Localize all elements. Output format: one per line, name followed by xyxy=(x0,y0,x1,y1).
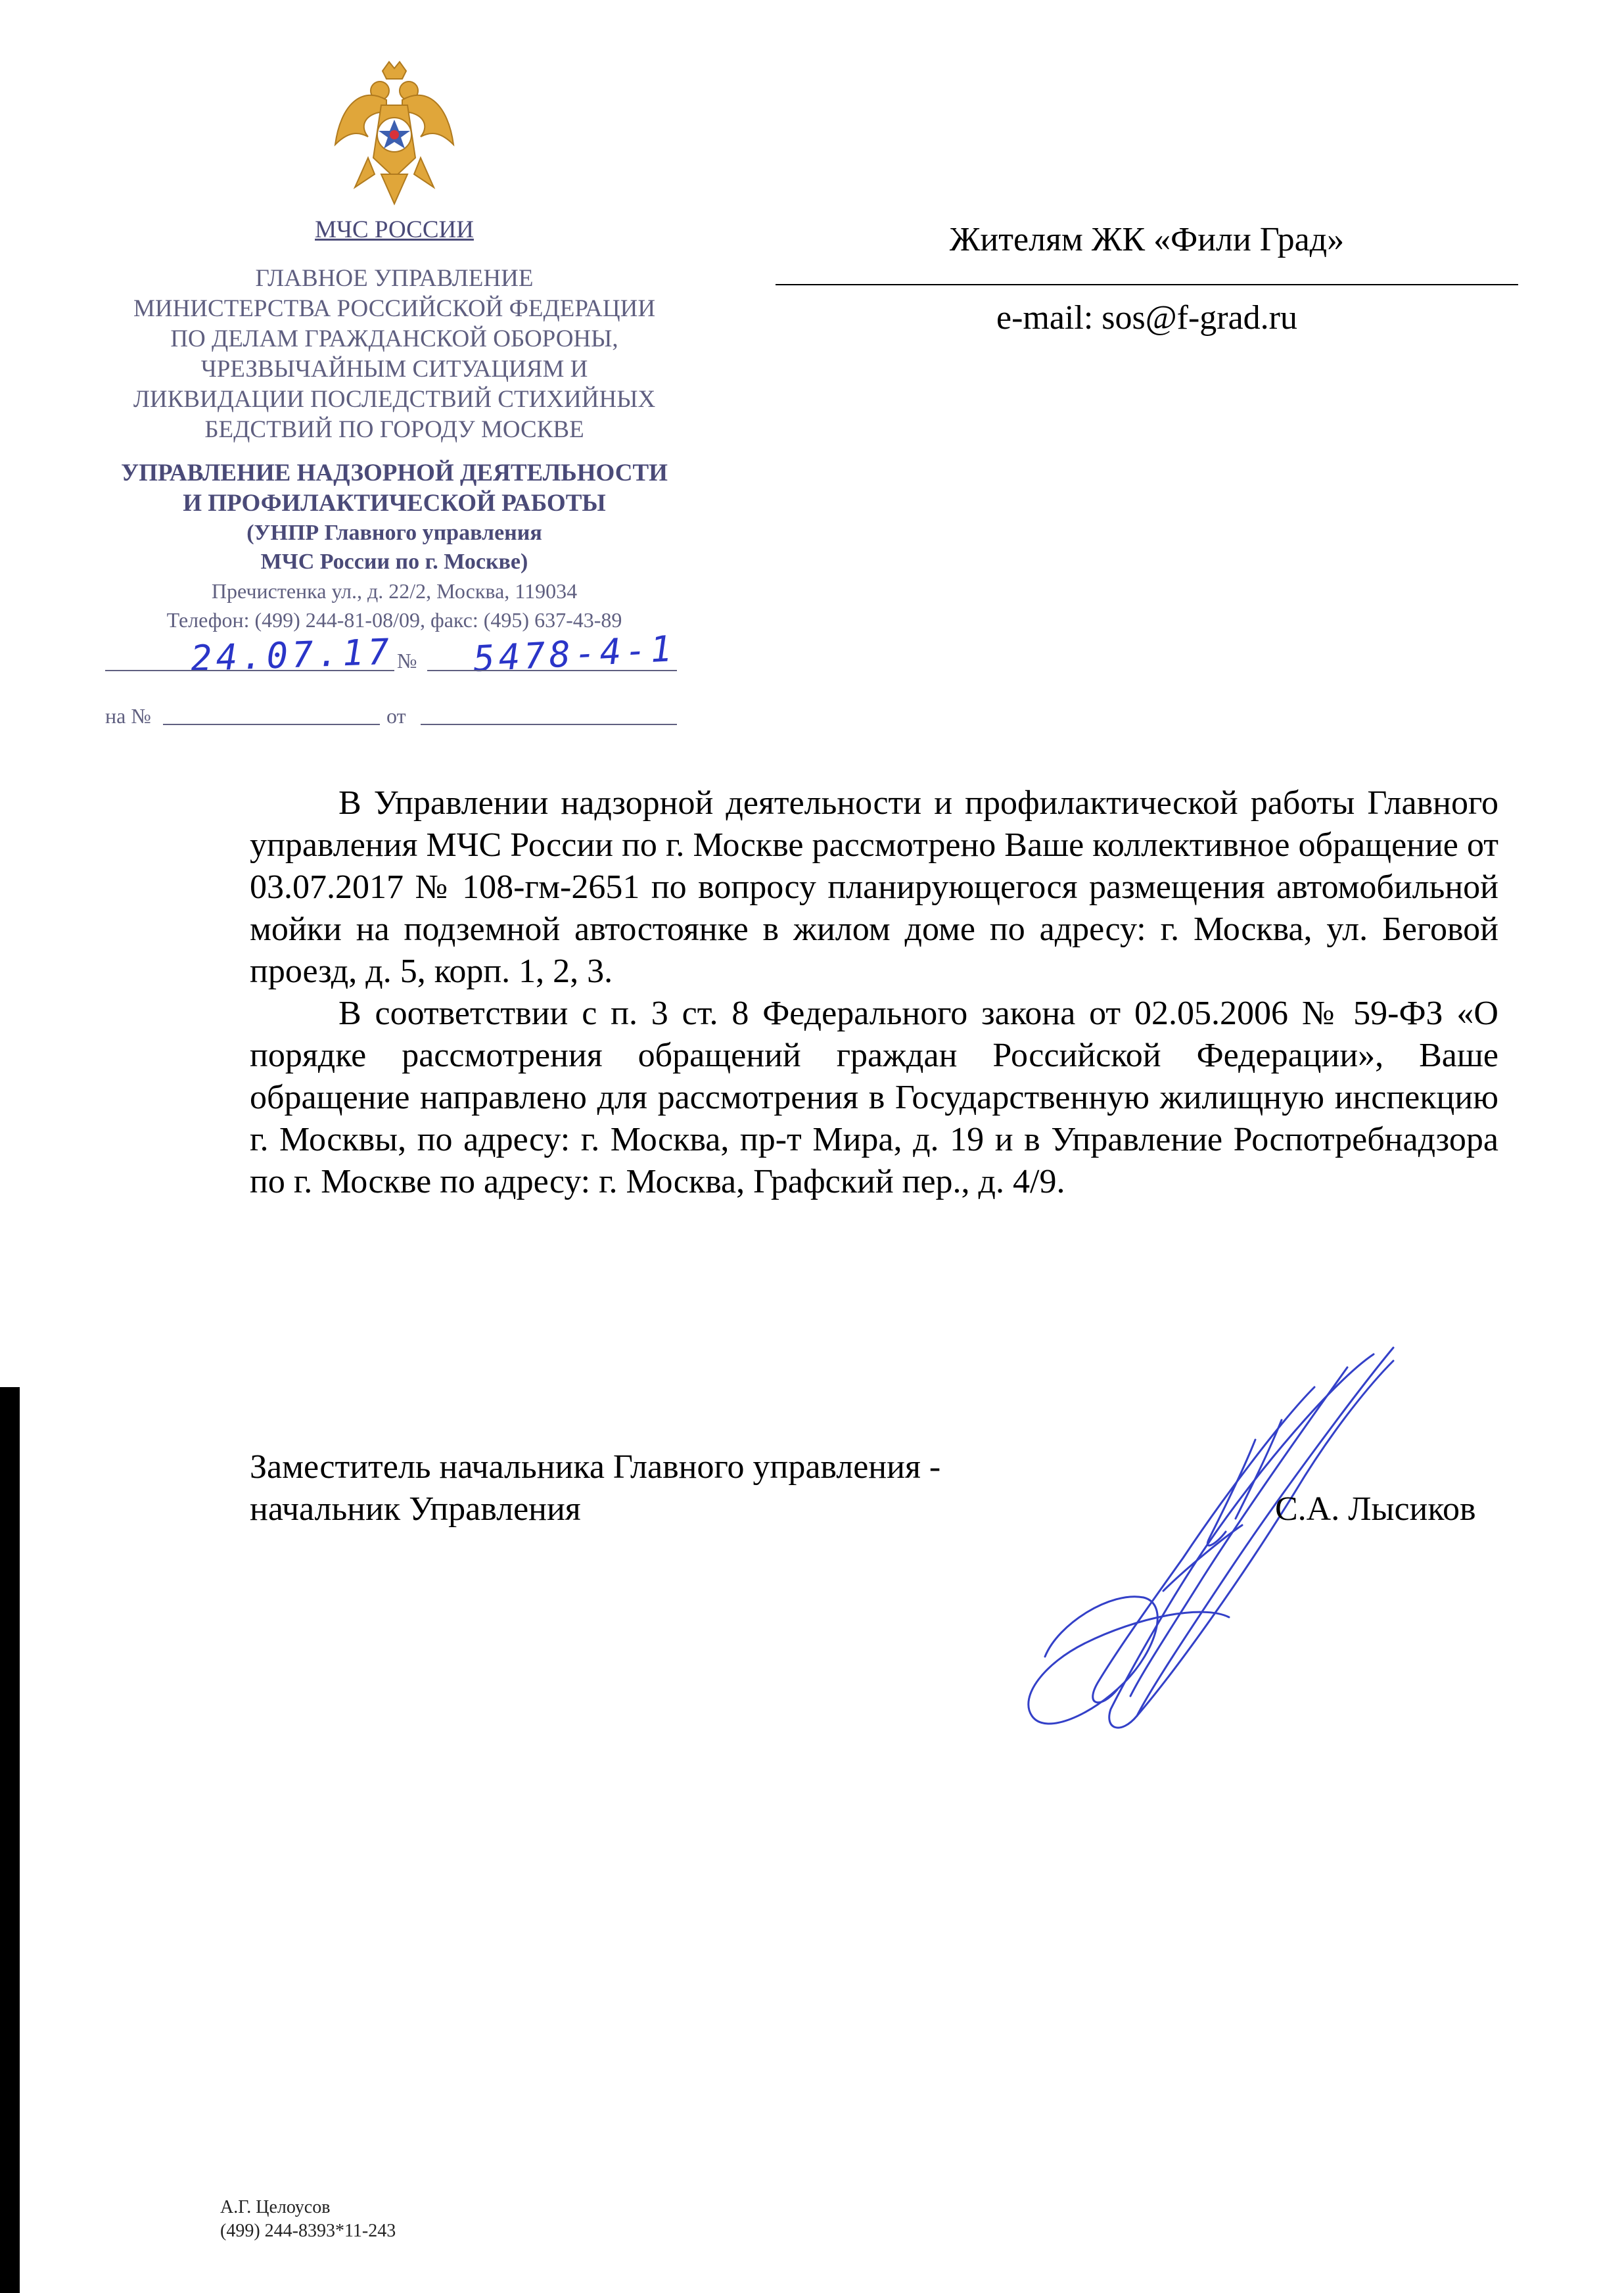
number-underline xyxy=(427,670,677,671)
executor-block xyxy=(220,2196,396,2243)
handwritten-date: 24.07.17 xyxy=(189,630,394,680)
department-name: УПРАВЛЕНИЕ НАДЗОРНОЙ ДЕЯТЕЛЬНОСТИ И ПРОФИЛАКТИЧЕСКОЙ РАБОТЫ xyxy=(121,460,668,517)
scan-edge-shadow xyxy=(0,1387,20,2293)
body-paragraph-1: В Управлении надзорной деятельности и профилактической работы Главного управления МЧС России по г. Москве рассмотрено Ваше коллективное обращение от 03.07.2017 № 108-гм-2651 по вопросу планирующегося размещения автомобильной мойки на подземной автостоянке в жилом доме по адресу: г. Москва, ул. Беговой проезд, д. 5, корп. 1, 2, 3. xyxy=(250,784,1498,990)
body-paragraph-2: В соответствии с п. 3 ст. 8 Федерального закона от 02.05.2006 № 59-ФЗ «О порядке рассмотрения обращений граждан Российской Федерации», Ваше обращение направлено для рассмотрения в Государственную жилищную инспекцию г. Москвы, по адресу: г. Москва, пр-т Мира, д. 19 и в Управление Роспотребнадзора по г. Москве по адресу: г. Москва, Графский пер., д. 4/9. xyxy=(250,995,1498,1200)
signatory-name: С.А. Лысиков xyxy=(1275,1490,1476,1528)
department-phone: Телефон: (499) 244-81-08/09, факс: (495) 637-43-89 xyxy=(166,608,622,632)
addressee-divider xyxy=(776,284,1518,285)
letterhead xyxy=(79,59,710,737)
ministry-short-name: МЧС РОССИИ xyxy=(315,216,474,243)
mchs-eagle-emblem-icon xyxy=(329,59,460,210)
letter-body xyxy=(250,782,1498,1203)
executor-name: А.Г. Целоусов xyxy=(220,2197,331,2217)
addressee-email: e-mail: sos@f-grad.ru xyxy=(996,299,1297,337)
date-underline xyxy=(105,670,394,671)
department-address: Пречистенка ул., д. 22/2, Москва, 119034 xyxy=(211,579,578,603)
handwritten-registration-number: 5478-4-1 xyxy=(472,627,677,680)
reference-number-underline xyxy=(163,724,380,725)
handwritten-signature xyxy=(1006,1341,1426,1749)
addressee-name: Жителям ЖК «Фили Град» xyxy=(949,221,1345,258)
signatory-position: Заместитель начальника Главного управления - начальник Управления xyxy=(250,1448,941,1528)
addressee-block xyxy=(776,220,1518,337)
department-abbreviation: (УНПР Главного управления МЧС России по г. Москве) xyxy=(246,521,542,574)
reference-date-label: от xyxy=(386,704,406,728)
executor-phone: (499) 244-8393*11-243 xyxy=(220,2221,396,2241)
reference-number-label: на № xyxy=(105,704,151,728)
reference-line xyxy=(79,697,710,737)
reference-date-underline xyxy=(421,724,677,725)
main-directorate-name: ГЛАВНОЕ УПРАВЛЕНИЕ МИНИСТЕРСТВА РОССИЙСКОЙ ФЕДЕРАЦИИ ПО ДЕЛАМ ГРАЖДАНСКОЙ ОБОРОНЫ, ЧРЕЗВЫЧАЙНЫМ СИТУАЦИЯМ И ЛИКВИДАЦИИ ПОСЛЕДСТВИЙ СТИХИЙНЫХ БЕДСТВИЙ ПО ГОРОДУ МОСКВЕ xyxy=(133,265,656,443)
registration-number-label: № xyxy=(397,649,417,673)
registration-line xyxy=(79,627,710,680)
